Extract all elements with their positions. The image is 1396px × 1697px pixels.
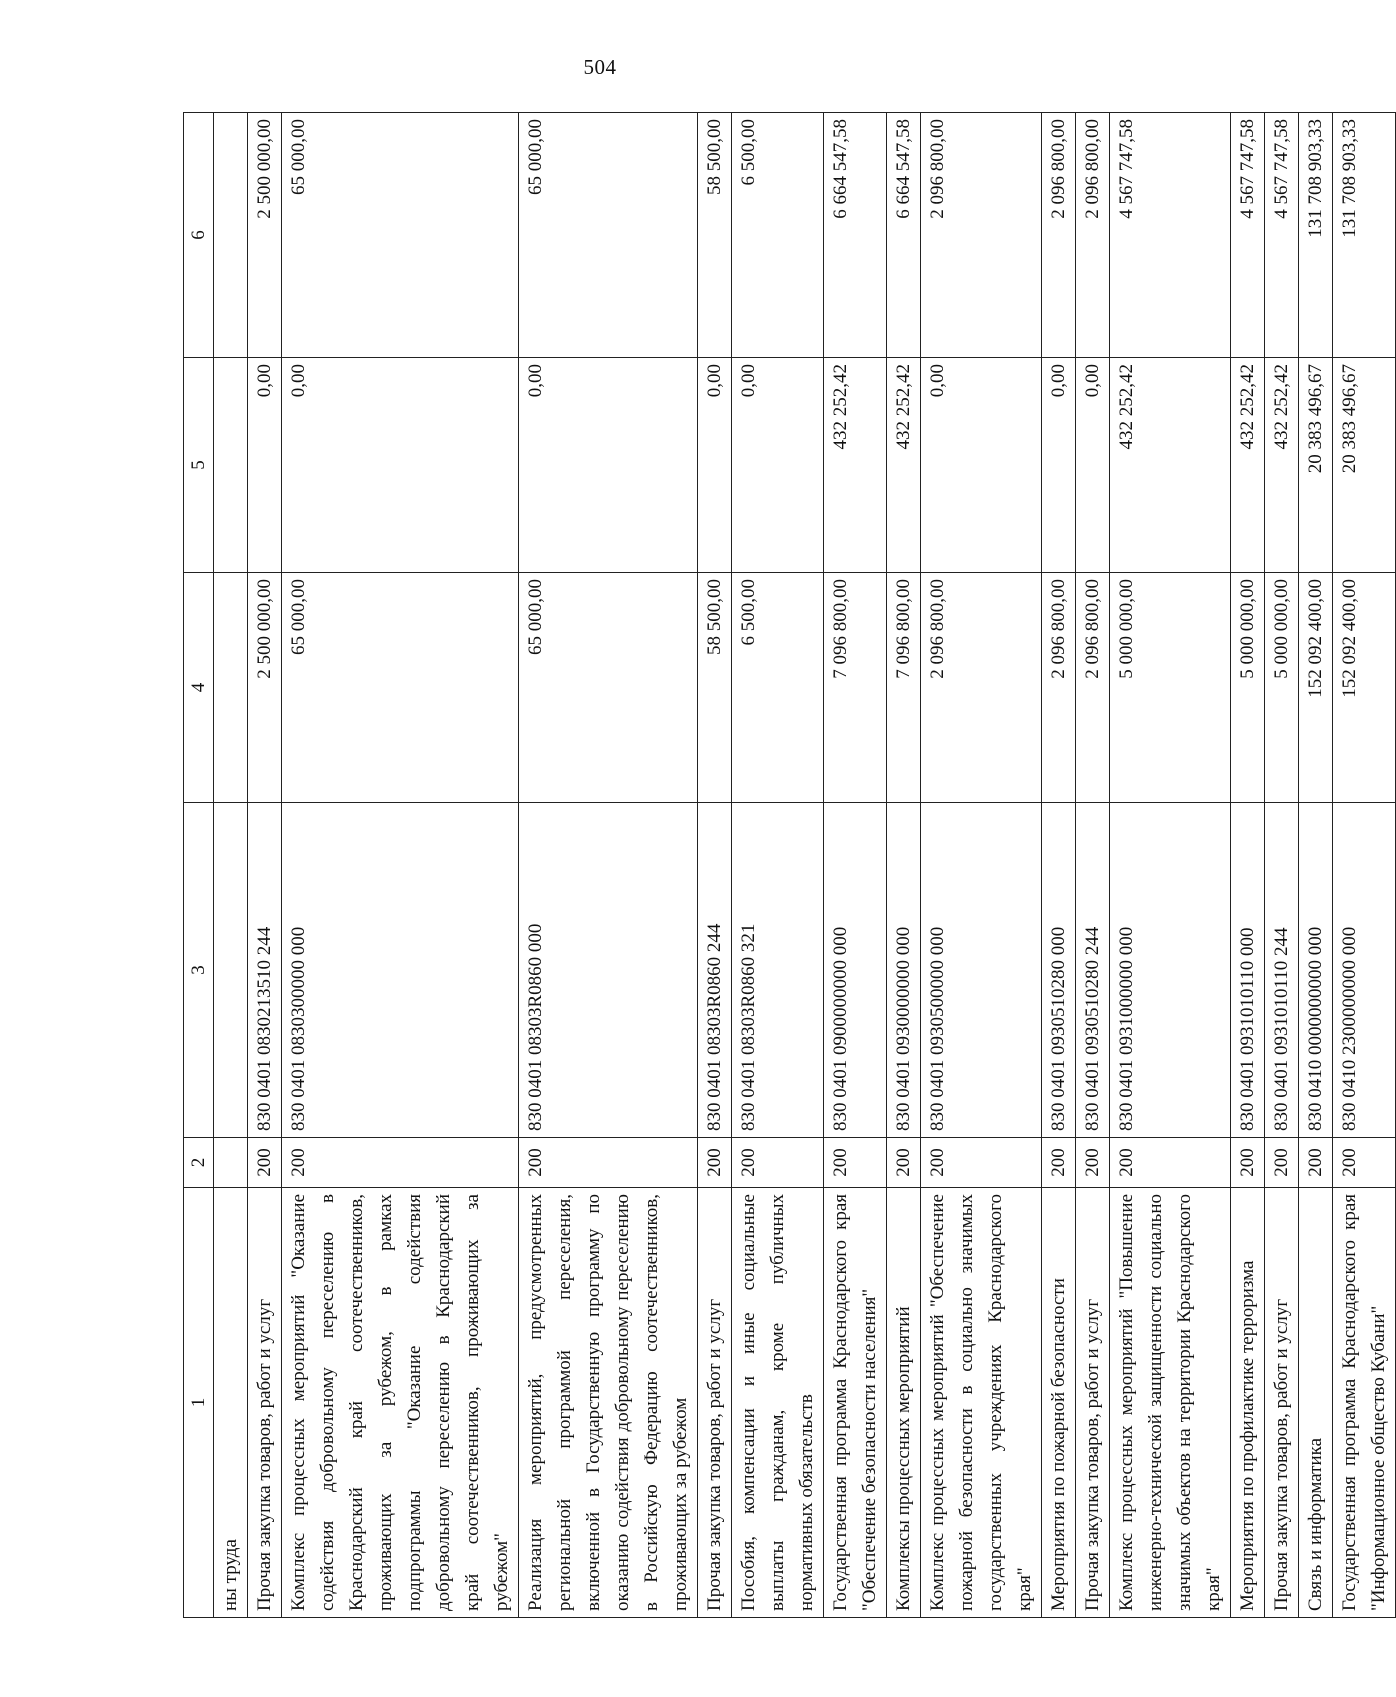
cell-col-2: 200 [282, 1138, 519, 1188]
cell-col-2: 200 [1231, 1138, 1265, 1188]
cell-col-2: 200 [1265, 1138, 1299, 1188]
header-col-2: 2 [184, 1138, 214, 1188]
cell-col-5: 432 252,42 [1231, 358, 1265, 573]
table-row [1299, 113, 1333, 1618]
cell-col-2: 200 [921, 1138, 1042, 1188]
cell-col-5: 0,00 [1076, 358, 1110, 573]
cell-col-4 [214, 573, 248, 803]
header-col-5: 5 [184, 358, 214, 573]
cell-col-5: 0,00 [732, 358, 824, 573]
cell-col-6: 4 567 747,58 [1265, 113, 1299, 358]
table-row [732, 113, 824, 1618]
cell-col-6: 6 664 547,58 [824, 113, 887, 358]
cell-col-2: 200 [1076, 1138, 1110, 1188]
cell-col-2: 200 [887, 1138, 921, 1188]
cell-name: Связь и информатика [1299, 1188, 1333, 1618]
table-row [1042, 113, 1076, 1618]
cell-name: Комплекс процессных мероприятий "Оказание содействия добровольному переселению в Краснодарский край соотечественников, проживающих за рубежом, в рамках подпрограммы "Оказание содействия добровольному переселению в Краснодарский край соотечественников, проживающих за рубежом" [282, 1188, 519, 1618]
cell-col-5: 432 252,42 [1265, 358, 1299, 573]
cell-name: Прочая закупка товаров, работ и услуг [1265, 1188, 1299, 1618]
table-row [824, 113, 887, 1618]
cell-col-2: 200 [1333, 1138, 1396, 1188]
cell-col-6: 58 500,00 [698, 113, 732, 358]
cell-code: 830 0401 0930510280 244 [1076, 803, 1110, 1138]
cell-code: 830 0401 0830300000 000 [282, 803, 519, 1138]
rotated-table-container [183, 113, 1389, 1618]
cell-name: Комплексы процессных мероприятий [887, 1188, 921, 1618]
cell-col-2: 200 [248, 1138, 282, 1188]
cell-col-2: 200 [1110, 1138, 1231, 1188]
cell-code [214, 803, 248, 1138]
cell-name: Прочая закупка товаров, работ и услуг [1076, 1188, 1110, 1618]
cell-name: Мероприятия по профилактике терроризма [1231, 1188, 1265, 1618]
cell-col-5: 20 383 496,67 [1333, 358, 1396, 573]
table-row [921, 113, 1042, 1618]
table-row [887, 113, 921, 1618]
header-col-4: 4 [184, 573, 214, 803]
cell-col-6: 131 708 903,33 [1333, 113, 1396, 358]
cell-col-2: 200 [1042, 1138, 1076, 1188]
cell-col-4: 65 000,00 [282, 573, 519, 803]
header-col-3: 3 [184, 803, 214, 1138]
cell-name: Комплекс процессных мероприятий "Повышение инженерно-технической защищенности социально значимых объектов на территории Краснодарского края" [1110, 1188, 1231, 1618]
budget-table [183, 112, 1396, 1618]
cell-col-2: 200 [1299, 1138, 1333, 1188]
table-row [698, 113, 732, 1618]
cell-col-5: 0,00 [282, 358, 519, 573]
cell-col-2: 200 [698, 1138, 732, 1188]
table-row [1110, 113, 1231, 1618]
cell-code: 830 0401 0930510280 000 [1042, 803, 1076, 1138]
cell-name: Пособия, компенсации и иные социальные выплаты гражданам, кроме публичных нормативных обязательств [732, 1188, 824, 1618]
cell-code: 830 0401 08303R0860 321 [732, 803, 824, 1138]
table-wrapper [183, 113, 1389, 1618]
cell-col-2: 200 [519, 1138, 698, 1188]
table-row [248, 113, 282, 1618]
cell-code: 830 0401 08303R0860 244 [698, 803, 732, 1138]
cell-col-6: 2 096 800,00 [1042, 113, 1076, 358]
cell-name: ны труда [214, 1188, 248, 1618]
cell-col-2 [214, 1138, 248, 1188]
cell-col-6: 65 000,00 [519, 113, 698, 358]
cell-col-6: 2 096 800,00 [1076, 113, 1110, 358]
cell-col-5: 20 383 496,67 [1299, 358, 1333, 573]
cell-name: Мероприятия по пожарной безопасности [1042, 1188, 1076, 1618]
cell-col-2: 200 [732, 1138, 824, 1188]
cell-col-6: 65 000,00 [282, 113, 519, 358]
table-row [1333, 113, 1396, 1618]
cell-col-6: 6 664 547,58 [887, 113, 921, 358]
cell-code: 830 0401 0931010110 244 [1265, 803, 1299, 1138]
cell-code: 830 0410 2300000000 000 [1333, 803, 1396, 1138]
cell-col-6: 2 096 800,00 [921, 113, 1042, 358]
cell-code: 830 0401 0931010110 000 [1231, 803, 1265, 1138]
cell-col-6: 4 567 747,58 [1231, 113, 1265, 358]
table-body [214, 113, 1396, 1618]
cell-code: 830 0410 0000000000 000 [1299, 803, 1333, 1138]
cell-col-5: 432 252,42 [887, 358, 921, 573]
cell-col-4: 5 000 000,00 [1231, 573, 1265, 803]
cell-col-4: 5 000 000,00 [1110, 573, 1231, 803]
cell-col-4: 58 500,00 [698, 573, 732, 803]
cell-col-4: 7 096 800,00 [824, 573, 887, 803]
cell-name: Государственная программа Краснодарского края "Обеспечение безопасности населения" [824, 1188, 887, 1618]
cell-col-4: 152 092 400,00 [1299, 573, 1333, 803]
cell-code: 830 0401 0931000000 000 [1110, 803, 1231, 1138]
table-row [1076, 113, 1110, 1618]
cell-code: 830 0401 0900000000 000 [824, 803, 887, 1138]
table-row [214, 113, 248, 1618]
table-row [1265, 113, 1299, 1618]
header-col-6: 6 [184, 113, 214, 358]
cell-col-5: 0,00 [698, 358, 732, 573]
cell-col-5: 432 252,42 [1110, 358, 1231, 573]
cell-col-5: 0,00 [519, 358, 698, 573]
cell-col-4: 65 000,00 [519, 573, 698, 803]
cell-col-5: 0,00 [921, 358, 1042, 573]
cell-col-5: 0,00 [1042, 358, 1076, 573]
cell-code: 830 0401 08303R0860 000 [519, 803, 698, 1138]
cell-code: 830 0401 0930000000 000 [887, 803, 921, 1138]
cell-col-6: 131 708 903,33 [1299, 113, 1333, 358]
header-row [184, 113, 214, 1618]
cell-col-6 [214, 113, 248, 358]
table-row [519, 113, 698, 1618]
table-row [282, 113, 519, 1618]
cell-col-5: 432 252,42 [824, 358, 887, 573]
table-row [1231, 113, 1265, 1618]
cell-code: 830 0401 0930500000 000 [921, 803, 1042, 1138]
cell-col-4: 5 000 000,00 [1265, 573, 1299, 803]
cell-col-5: 0,00 [248, 358, 282, 573]
cell-col-6: 2 500 000,00 [248, 113, 282, 358]
page-number: 504 [583, 55, 617, 79]
cell-col-4: 2 500 000,00 [248, 573, 282, 803]
cell-name: Комплекс процессных мероприятий "Обеспечение пожарной безопасности в социально значимых государственных учреждениях Краснодарского края" [921, 1188, 1042, 1618]
cell-name: Государственная программа Краснодарского края "Информационное общество Кубани" [1333, 1188, 1396, 1618]
cell-col-4: 2 096 800,00 [1076, 573, 1110, 803]
cell-col-6: 4 567 747,58 [1110, 113, 1231, 358]
cell-name: Прочая закупка товаров, работ и услуг [698, 1188, 732, 1618]
cell-col-2: 200 [824, 1138, 887, 1188]
cell-col-4: 152 092 400,00 [1333, 573, 1396, 803]
cell-col-4: 2 096 800,00 [1042, 573, 1076, 803]
cell-col-4: 7 096 800,00 [887, 573, 921, 803]
header-col-1: 1 [184, 1188, 214, 1618]
cell-col-5 [214, 358, 248, 573]
cell-col-4: 6 500,00 [732, 573, 824, 803]
cell-col-6: 6 500,00 [732, 113, 824, 358]
cell-col-4: 2 096 800,00 [921, 573, 1042, 803]
cell-name: Реализация мероприятий, предусмотренных региональной программой переселения, включенной в Государственную программу по оказанию содействия добровольному переселению в Российскую Федерацию соотечественников, проживающих за рубежом [519, 1188, 698, 1618]
cell-code: 830 0401 0830213510 244 [248, 803, 282, 1138]
cell-name: Прочая закупка товаров, работ и услуг [248, 1188, 282, 1618]
